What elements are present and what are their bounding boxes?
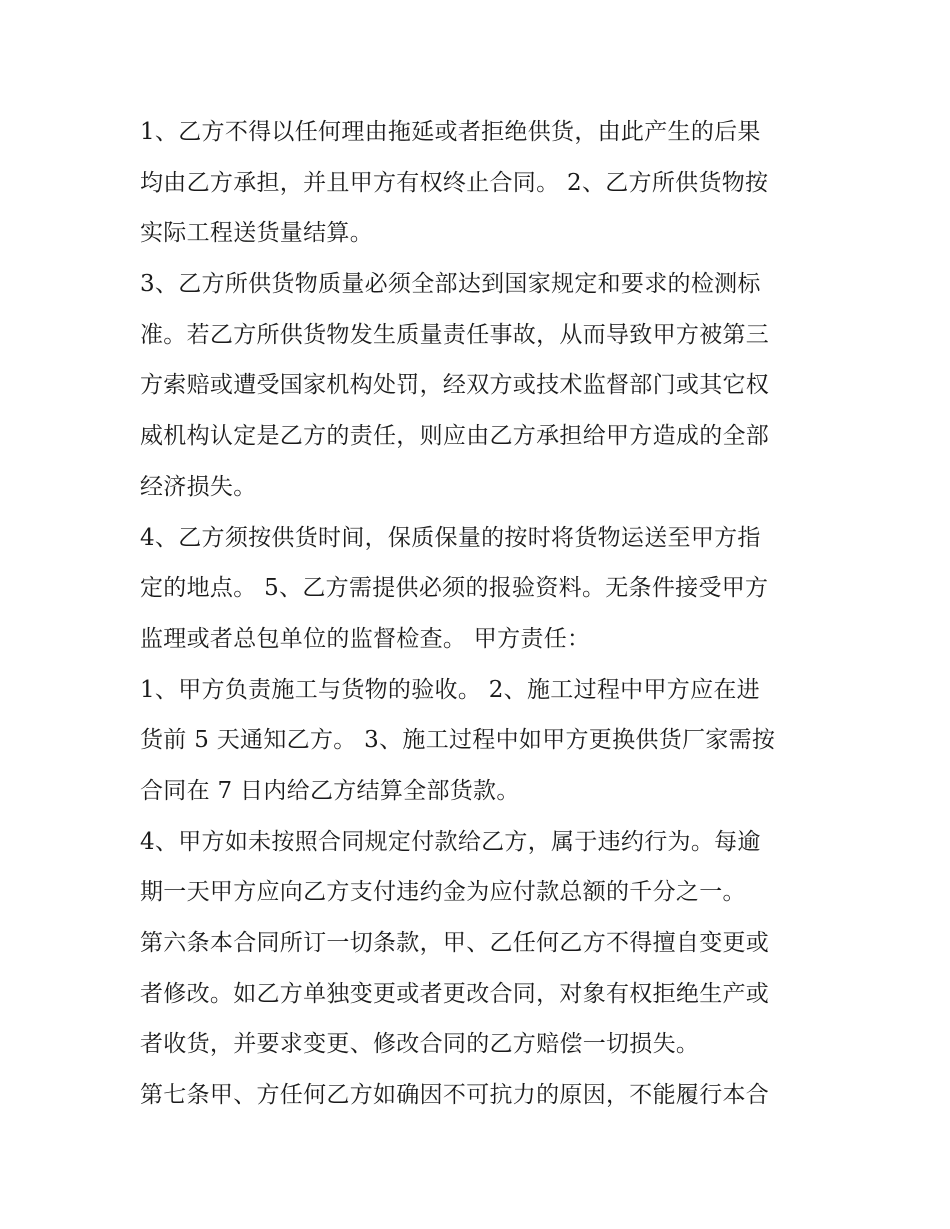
text-line: 监理或者总包单位的监督检查。 甲方责任：: [140, 625, 591, 652]
text-line: 准。若乙方所供货物发生质量责任事故，从而导致甲方被第三: [140, 321, 770, 348]
paragraph-supplier-delivery: [140, 513, 820, 665]
text-line: 1、乙方不得以任何理由拖延或者拒绝供货，由此产生的后果: [140, 119, 761, 145]
document-body: [140, 107, 820, 1121]
paragraph-buyer-obligations-1: [140, 665, 820, 817]
text-line: 货前 5 天通知乙方。 3、施工过程中如甲方更换供货厂家需按: [140, 727, 776, 754]
text-line: 3、乙方所供货物质量必须全部达到国家规定和要求的检测标: [140, 271, 761, 298]
text-line: 方索赔或遭受国家机构处罚，经双方或技术监督部门或其它权: [140, 372, 770, 399]
text-line: 合同在 7 日内给乙方结算全部货款。: [140, 777, 520, 804]
text-line: 均由乙方承担，并且甲方有权终止合同。 2、乙方所供货物按: [140, 169, 769, 196]
paragraph-article-7: [140, 1070, 820, 1121]
paragraph-buyer-penalty: [140, 817, 820, 918]
text-line: 4、乙方须按供货时间，保质保量的按时将货物运送至甲方指: [140, 524, 761, 551]
text-line: 经济损失。: [140, 473, 257, 500]
text-line: 定的地点。 5、乙方需提供必须的报验资料。无条件接受甲方: [140, 575, 769, 602]
paragraph-supplier-quality: [140, 259, 820, 512]
text-line: 实际工程送货量结算。: [140, 220, 373, 247]
text-line: 1、甲方负责施工与货物的验收。 2、施工过程中甲方应在进: [140, 676, 760, 703]
text-line: 者收货，并要求变更、修改合同的乙方赔偿一切损失。: [140, 1031, 700, 1058]
paragraph-article-6: [140, 918, 820, 1070]
text-line: 者修改。如乙方单独变更或者更改合同，对象有权拒绝生产或: [140, 980, 770, 1007]
text-line: 威机构认定是乙方的责任，则应由乙方承担给甲方造成的全部: [140, 423, 770, 450]
paragraph-supplier-obligations-1: [140, 107, 820, 259]
text-line: 4、甲方如未按照合同规定付款给乙方，属于违约行为。每逾: [140, 828, 761, 855]
text-line: 期一天甲方应向乙方支付违约金为应付款总额的千分之一。: [140, 879, 746, 906]
text-line: 第六条本合同所订一切条款，甲、乙任何乙方不得擅自变更或: [140, 930, 770, 956]
text-line: 第七条甲、方任何乙方如确因不可抗力的原因，不能履行本合: [140, 1082, 770, 1109]
